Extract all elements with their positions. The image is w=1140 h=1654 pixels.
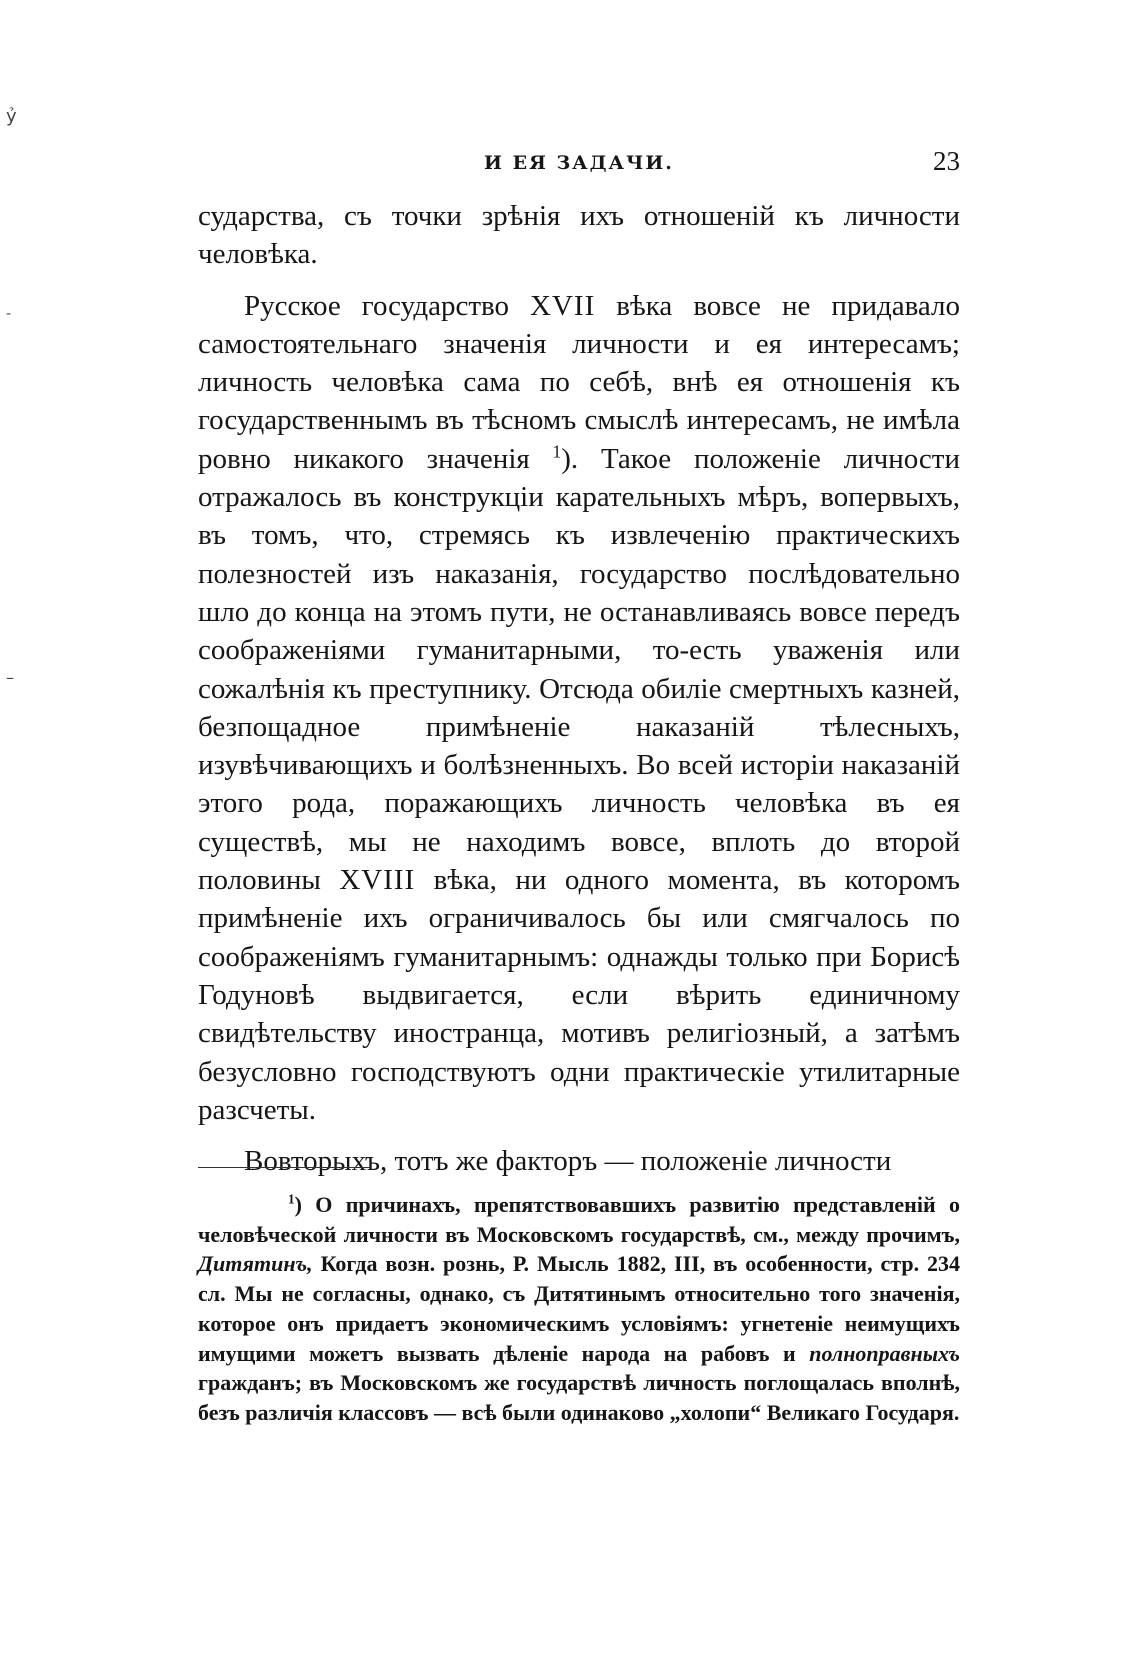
- paragraph: [198, 287, 960, 1130]
- century-numeral: XVII: [530, 289, 596, 322]
- margin-mark: –: [6, 668, 14, 687]
- page-number: 23: [933, 146, 960, 176]
- page-header: [198, 148, 960, 180]
- text-run: вѣка, ни одного момента, въ которомъ примѣненіе ихъ ограничивалось бы или смягчалось по соображеніямъ гуманитарнымъ: однажды только при Борисѣ Годуновѣ выдвигается, если вѣрить единичному свидѣтельству иностранца, мотивъ религіозный, а затѣмъ безусловно господствуютъ одни практическіе утилитарные разсчеты.: [198, 864, 960, 1126]
- text-run: ) О причинахъ, препятствовавшихъ развитію представленій о человѣческой личности въ Московскомъ государствѣ, см., между прочимъ,: [198, 1192, 960, 1247]
- margin-mark: ‐: [6, 306, 12, 322]
- footnote-marker: 1: [288, 1191, 295, 1207]
- text-run: ). Такое положеніе личности отражалось въ конструкціи карательныхъ мѣръ, вопервыхъ, въ томъ, что, стремясь къ извлеченію практическихъ полезностей изъ наказанія, государство послѣдовательно шло до конца на этомъ пути, не останавливаясь вовсе передъ соображеніями гуманитарными, то-есть уваженія или сожалѣнія къ преступнику. Отсюда обиліе смертныхъ казней, безпощадное примѣненіе наказаній тѣлесныхъ, изувѣчивающихъ и болѣзненныхъ. Во всей исторіи наказаній этого рода, поражающихъ личность человѣка въ ея существѣ, мы не находимъ вовсе, вплоть до второй половины: [198, 442, 960, 897]
- paragraph-continuation: сударства, съ точки зрѣнія ихъ отношеній къ личности человѣка.: [198, 200, 960, 271]
- text-run: вѣка вовсе не придавало самостоятельнаго значенія личности и ея интересамъ; личность человѣка сама по себѣ, внѣ ея отношенія къ государственнымъ въ тѣсномъ смыслѣ интересамъ, не имѣла ровно никакого значенія: [198, 289, 960, 475]
- paragraph: Вовторыхъ, тотъ же факторъ — положеніе личности: [244, 1145, 892, 1178]
- running-head: И ЕЯ ЗАДАЧИ.: [484, 152, 674, 174]
- text-run: Когда возн. рознь, Р. Мысль 1882, III, въ особенности, стр. 234 сл. Мы не согласны, однако, съ Дитятинымъ относительно того значенія, которое онъ придаетъ экономическимъ условіямъ: угнетеніе неимущихъ имущими можетъ вызвать дѣленіе народа на рабовъ и: [198, 1251, 960, 1366]
- margin-mark: ỷ: [6, 106, 17, 127]
- footnote-reference[interactable]: 1: [552, 441, 562, 462]
- main-text: [198, 197, 960, 1180]
- century-numeral: XVIII: [339, 864, 416, 897]
- text-run: Русское государство: [244, 289, 531, 322]
- footnote: [198, 1190, 960, 1428]
- text-run: гражданъ; въ Московскомъ же государствѣ личность поглощалась вполнѣ, безъ различія классовъ — всѣ были одинаково „холопи“ Великаго Государя.: [198, 1370, 960, 1425]
- footnote-paragraph: [198, 1190, 960, 1428]
- author-name: Дитятинъ,: [198, 1251, 313, 1277]
- italic-term: полноправныхъ: [809, 1340, 960, 1366]
- footnote-separator: [198, 1167, 370, 1168]
